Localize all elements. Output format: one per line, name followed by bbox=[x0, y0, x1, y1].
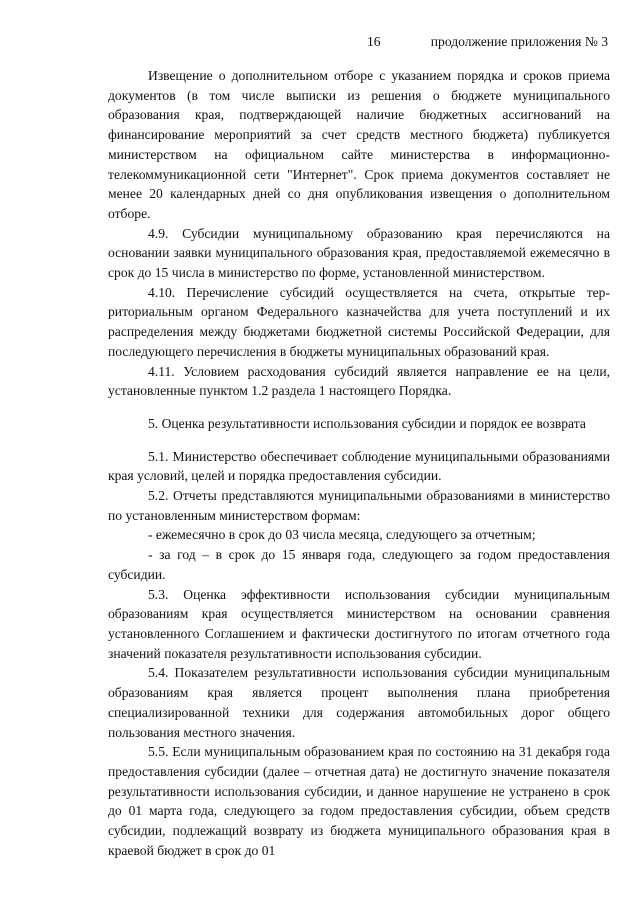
paragraph-4-10: 4.10. Перечисление субсидий осуществляется на счета, открытые территориальным органом Федерального казначейства для учета поступлений и их распределения между бюджетами бюджетной системы Российской Федерации, для последующего перечисления в бюджеты муниципальных образований края. bbox=[108, 284, 610, 359]
paragraph-5-3: 5.3. Оценка эффективности использования субсидии муниципальным образованиям края осуществляется министерством на основании сравнения установленного Соглашением и фактически достигнутого по итогам отчетного года значений показателя результативности использования субсидии. bbox=[108, 586, 610, 661]
section-5-heading: 5. Оценка результативности использования субсидии и порядок ее возврата bbox=[148, 415, 586, 431]
paragraph-5-1: 5.1. Министерство обеспечивает соблюдение муниципальными образованиями края условий, целей и порядка предоставления субсидии. bbox=[108, 448, 610, 484]
list-item-yearly: - за год – в срок до 15 января года, следующего за годом предоставления субсидии. bbox=[108, 547, 610, 582]
list-item-monthly: - ежемесячно в срок до 03 числа месяца, следующего за отчетным; bbox=[148, 527, 536, 543]
paragraph-5-4: 5.4. Показателем результативности использования субсидии муниципальным образованиям края является процент выполнения плана приобретения специализированной техники для содержания автомобильных дорог общего пользования местного значения. bbox=[108, 665, 610, 740]
paragraph-5-2: 5.2. Отчеты представляются муниципальными образованиями в министерство по установленным министерством формам: bbox=[108, 488, 610, 523]
page-number: 16 bbox=[367, 34, 381, 49]
paragraph-5-5: 5.5. Если муниципальным образованием края по состоянию на 31 декабря года предоставления субсидии (далее – отчетная дата) не достигнуто значение показателя результативности использования субсидии, и данное нарушение не устранено в срок до 01 марта года, следующего за годом предоставления субсидии, объем средств субсидии, подлежащий возврату из бюджета муниципального образования края в краевой бюджет в срок до 01 bbox=[108, 744, 610, 858]
paragraph-4-9: 4.9. Субсидии муниципальному образованию края перечисляются на основании заявки муниципального образования края, предоставляемой ежемесячно в срок до 15 числа в министерство по форме, установленной министерством. bbox=[108, 225, 610, 281]
document-body bbox=[108, 66, 610, 860]
appendix-label: продолжение приложения № 3 bbox=[430, 34, 608, 49]
paragraph-4-11: 4.11. Условием расходования субсидий является направление ее на цели, установленные пунктом 1.2 раздела 1 настоящего Порядка. bbox=[108, 363, 610, 399]
paragraph-extra-selection-notice: Извещение о дополнительном отборе с указанием порядка и сроков приема документов (в том числе выписки из решения о бюджете муниципального образования края, подтверждающей наличие бюджетных ассигнований на финансирование мероприятий за счет средств местного бюджета) публикуется министерством на официальном сайте министерства в информационно-телекоммуникационной сети "Интернет". Срок приема документов составляет не менее 20 календарных дней со дня опубликования извещения о дополнительном отборе. bbox=[108, 68, 610, 221]
